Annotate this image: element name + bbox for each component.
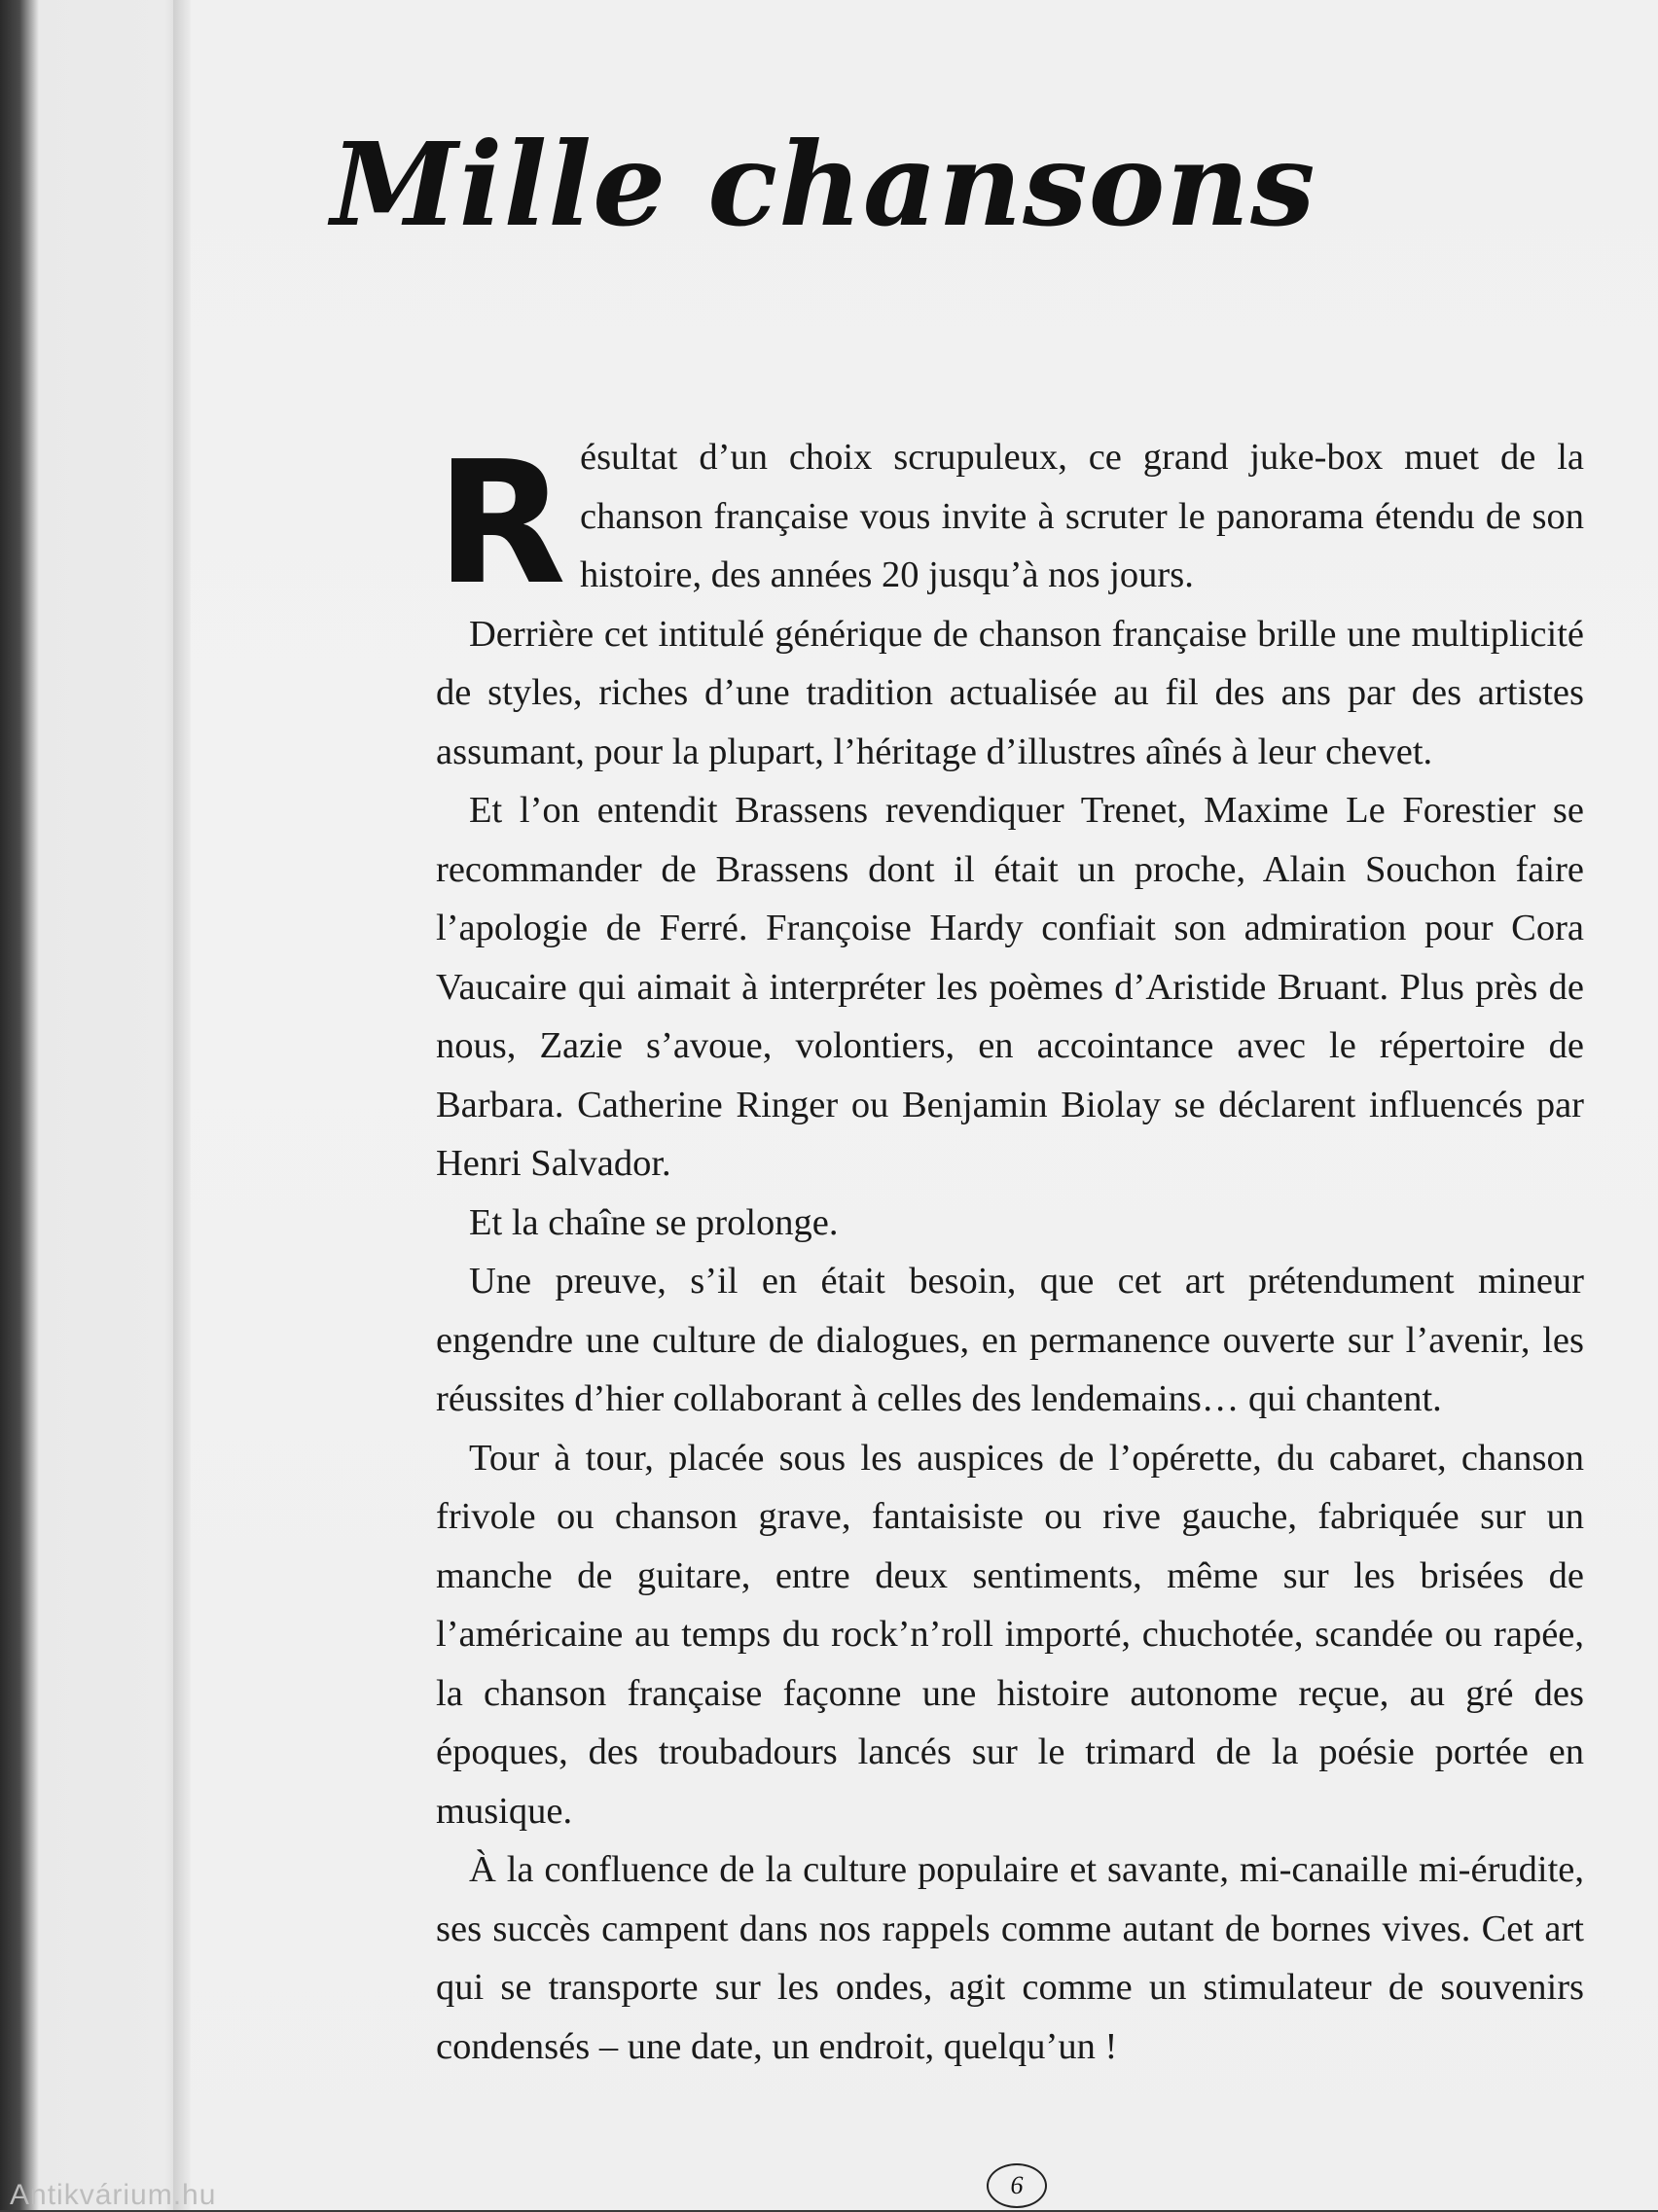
paragraph-1 bbox=[436, 425, 1584, 623]
drop-cap: R bbox=[436, 425, 566, 623]
paragraph-5: Une preuve, s’il en était besoin, que cet art prétendument mineur engendre une culture de dialogues, en permanence ouverte sur l’avenir, les réussites d’hier collaborant à celles des lendemains… qui chantent. bbox=[436, 1261, 1584, 1419]
watermark: Antikvárium.hu bbox=[10, 2179, 217, 2211]
paragraph-4: Et la chaîne se prolonge. bbox=[469, 1201, 839, 1243]
book-left-edge bbox=[0, 0, 185, 2210]
page-body bbox=[436, 425, 1584, 2076]
paragraph-6: Tour à tour, placée sous les auspices de l’opérette, du cabaret, chanson frivole ou chanson grave, fantaisiste ou rive gauche, fabriquée sur un manche de guitare, entre deux sentiments, même sur les brisées de l’américaine au temps du rock’n’roll importé, chuchotée, scandée ou rapée, la chanson française façonne une histoire autonome reçue, au gré des époques, des troubadours lancés sur le trimard de la poésie portée en musique. bbox=[436, 1437, 1584, 1832]
paragraph-1-text: ésultat d’un choix scrupuleux, ce grand juke-box muet de la chanson française vous invite à scruter le panorama étendu de son histoire, des années 20 jusqu’à nos jours. bbox=[579, 437, 1584, 595]
paragraph-7: À la confluence de la culture populaire et savante, mi-canaille mi-érudite, ses succès campent dans nos rappels comme autant de bornes vives. Cet art qui se transporte sur les ondes, agit comme un stimulateur de souvenirs condensés – une date, un endroit, quelqu’un ! bbox=[436, 1849, 1584, 2067]
paragraph-3: Et l’on entendit Brassens revendiquer Trenet, Maxime Le Forestier se recommander de Brassens dont il était un proche, Alain Souchon faire l’apologie de Ferré. Françoise Hardy confiait son admiration pour Cora Vaucaire qui aimait à interpréter les poèmes d’Aristide Bruant. Plus près de nous, Zazie s’avoue, volontiers, en accointance avec le répertoire de Barbara. Catherine Ringer ou Benjamin Biolay se déclarent influencés par Henri Salvador. bbox=[436, 790, 1584, 1184]
page-title: Mille chansons bbox=[331, 117, 1316, 252]
paragraph-2: Derrière cet intitulé générique de chanson française brille une multiplicité de styles, riches d’une tradition actualisée au fil des ans par des artistes assumant, pour la plupart, l’héritage d’illustres aînés à leur chevet. bbox=[436, 613, 1584, 772]
page-number: 6 bbox=[987, 2163, 1047, 2208]
